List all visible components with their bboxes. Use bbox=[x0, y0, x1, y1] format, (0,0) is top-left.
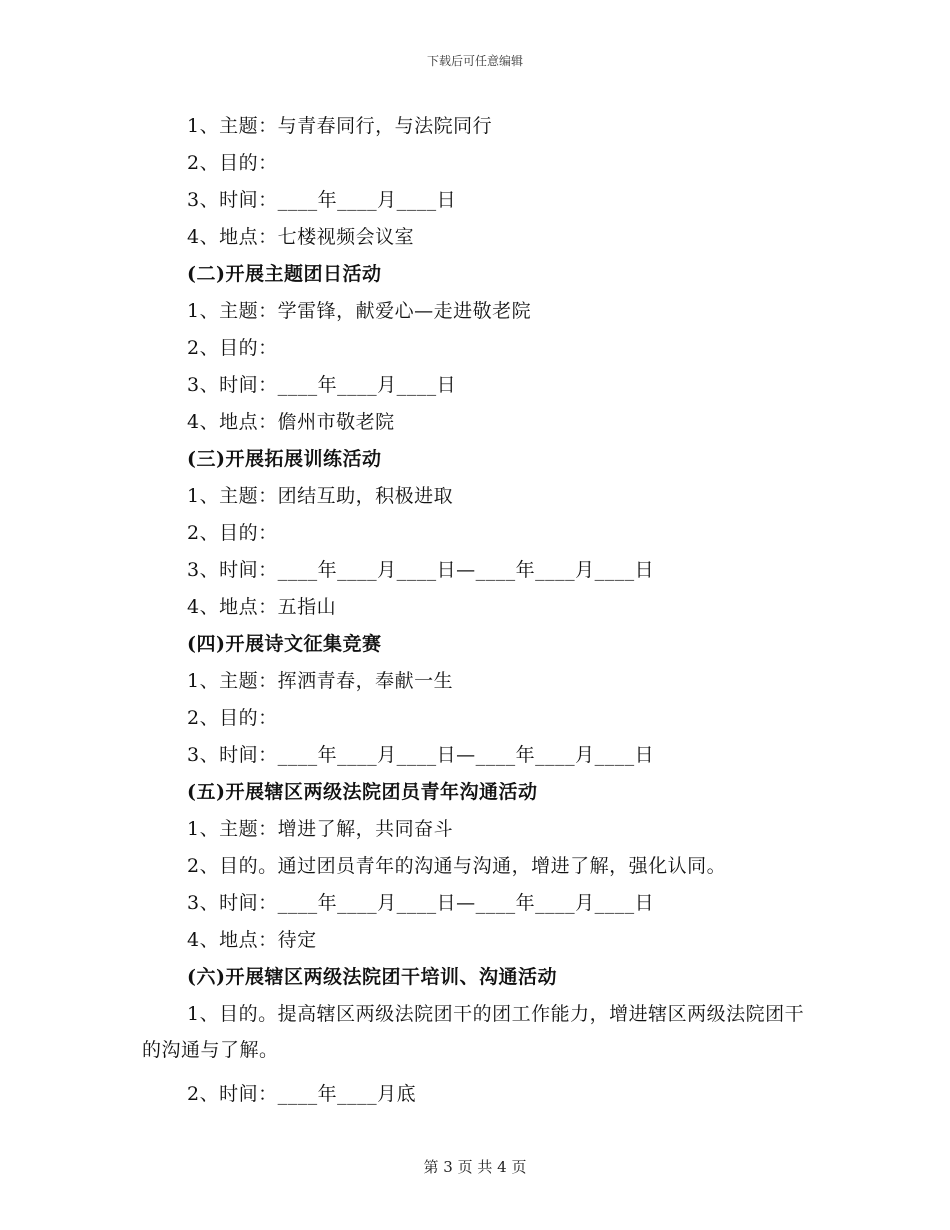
list-item: 1、主题：与青春同行，与法院同行 bbox=[187, 115, 493, 137]
list-item: 1、主题：学雷锋，献爱心—走进敬老院 bbox=[187, 300, 532, 322]
list-item: 2、目的： bbox=[187, 522, 278, 544]
list-item: 4、地点：儋州市敬老院 bbox=[187, 411, 395, 433]
list-item: 1、主题：挥洒青春，奉献一生 bbox=[187, 670, 454, 692]
list-item: 3、时间：____年____月____日 bbox=[187, 189, 457, 211]
document-body bbox=[142, 108, 822, 1113]
paragraph: 1、目的。提高辖区两级法院团干的团工作能力，增进辖区两级法院团干的沟通与了解。 bbox=[142, 1003, 805, 1061]
list-item: 2、时间：____年____月底 bbox=[187, 1083, 417, 1105]
section-heading: (六)开展辖区两级法院团干培训、沟通活动 bbox=[187, 966, 557, 988]
list-item: 2、目的： bbox=[187, 707, 278, 729]
list-item: 3、时间：____年____月____日—____年____月____日 bbox=[187, 744, 655, 766]
list-item: 2、目的。通过团员青年的沟通与沟通，增进了解，强化认同。 bbox=[187, 855, 727, 877]
page-footer: 第 3 页 共 4 页 bbox=[423, 1158, 527, 1176]
section-heading: (三)开展拓展训练活动 bbox=[187, 448, 382, 470]
list-item: 3、时间：____年____月____日—____年____月____日 bbox=[187, 892, 655, 914]
list-item: 1、主题：团结互助，积极进取 bbox=[187, 485, 454, 507]
list-item: 4、地点：五指山 bbox=[187, 596, 337, 618]
list-item: 4、地点：七楼视频会议室 bbox=[187, 226, 415, 248]
list-item: 4、地点：待定 bbox=[187, 929, 317, 951]
section-heading: (四)开展诗文征集竞赛 bbox=[187, 633, 382, 655]
section-heading: (二)开展主题团日活动 bbox=[187, 263, 382, 285]
page-header: 下载后可任意编辑 bbox=[426, 54, 523, 68]
list-item: 1、主题：增进了解，共同奋斗 bbox=[187, 818, 454, 840]
list-item: 2、目的： bbox=[187, 152, 278, 174]
list-item: 3、时间：____年____月____日—____年____月____日 bbox=[187, 559, 655, 581]
section-heading: (五)开展辖区两级法院团员青年沟通活动 bbox=[187, 781, 538, 803]
list-item: 2、目的： bbox=[187, 337, 278, 359]
list-item: 3、时间：____年____月____日 bbox=[187, 374, 457, 396]
